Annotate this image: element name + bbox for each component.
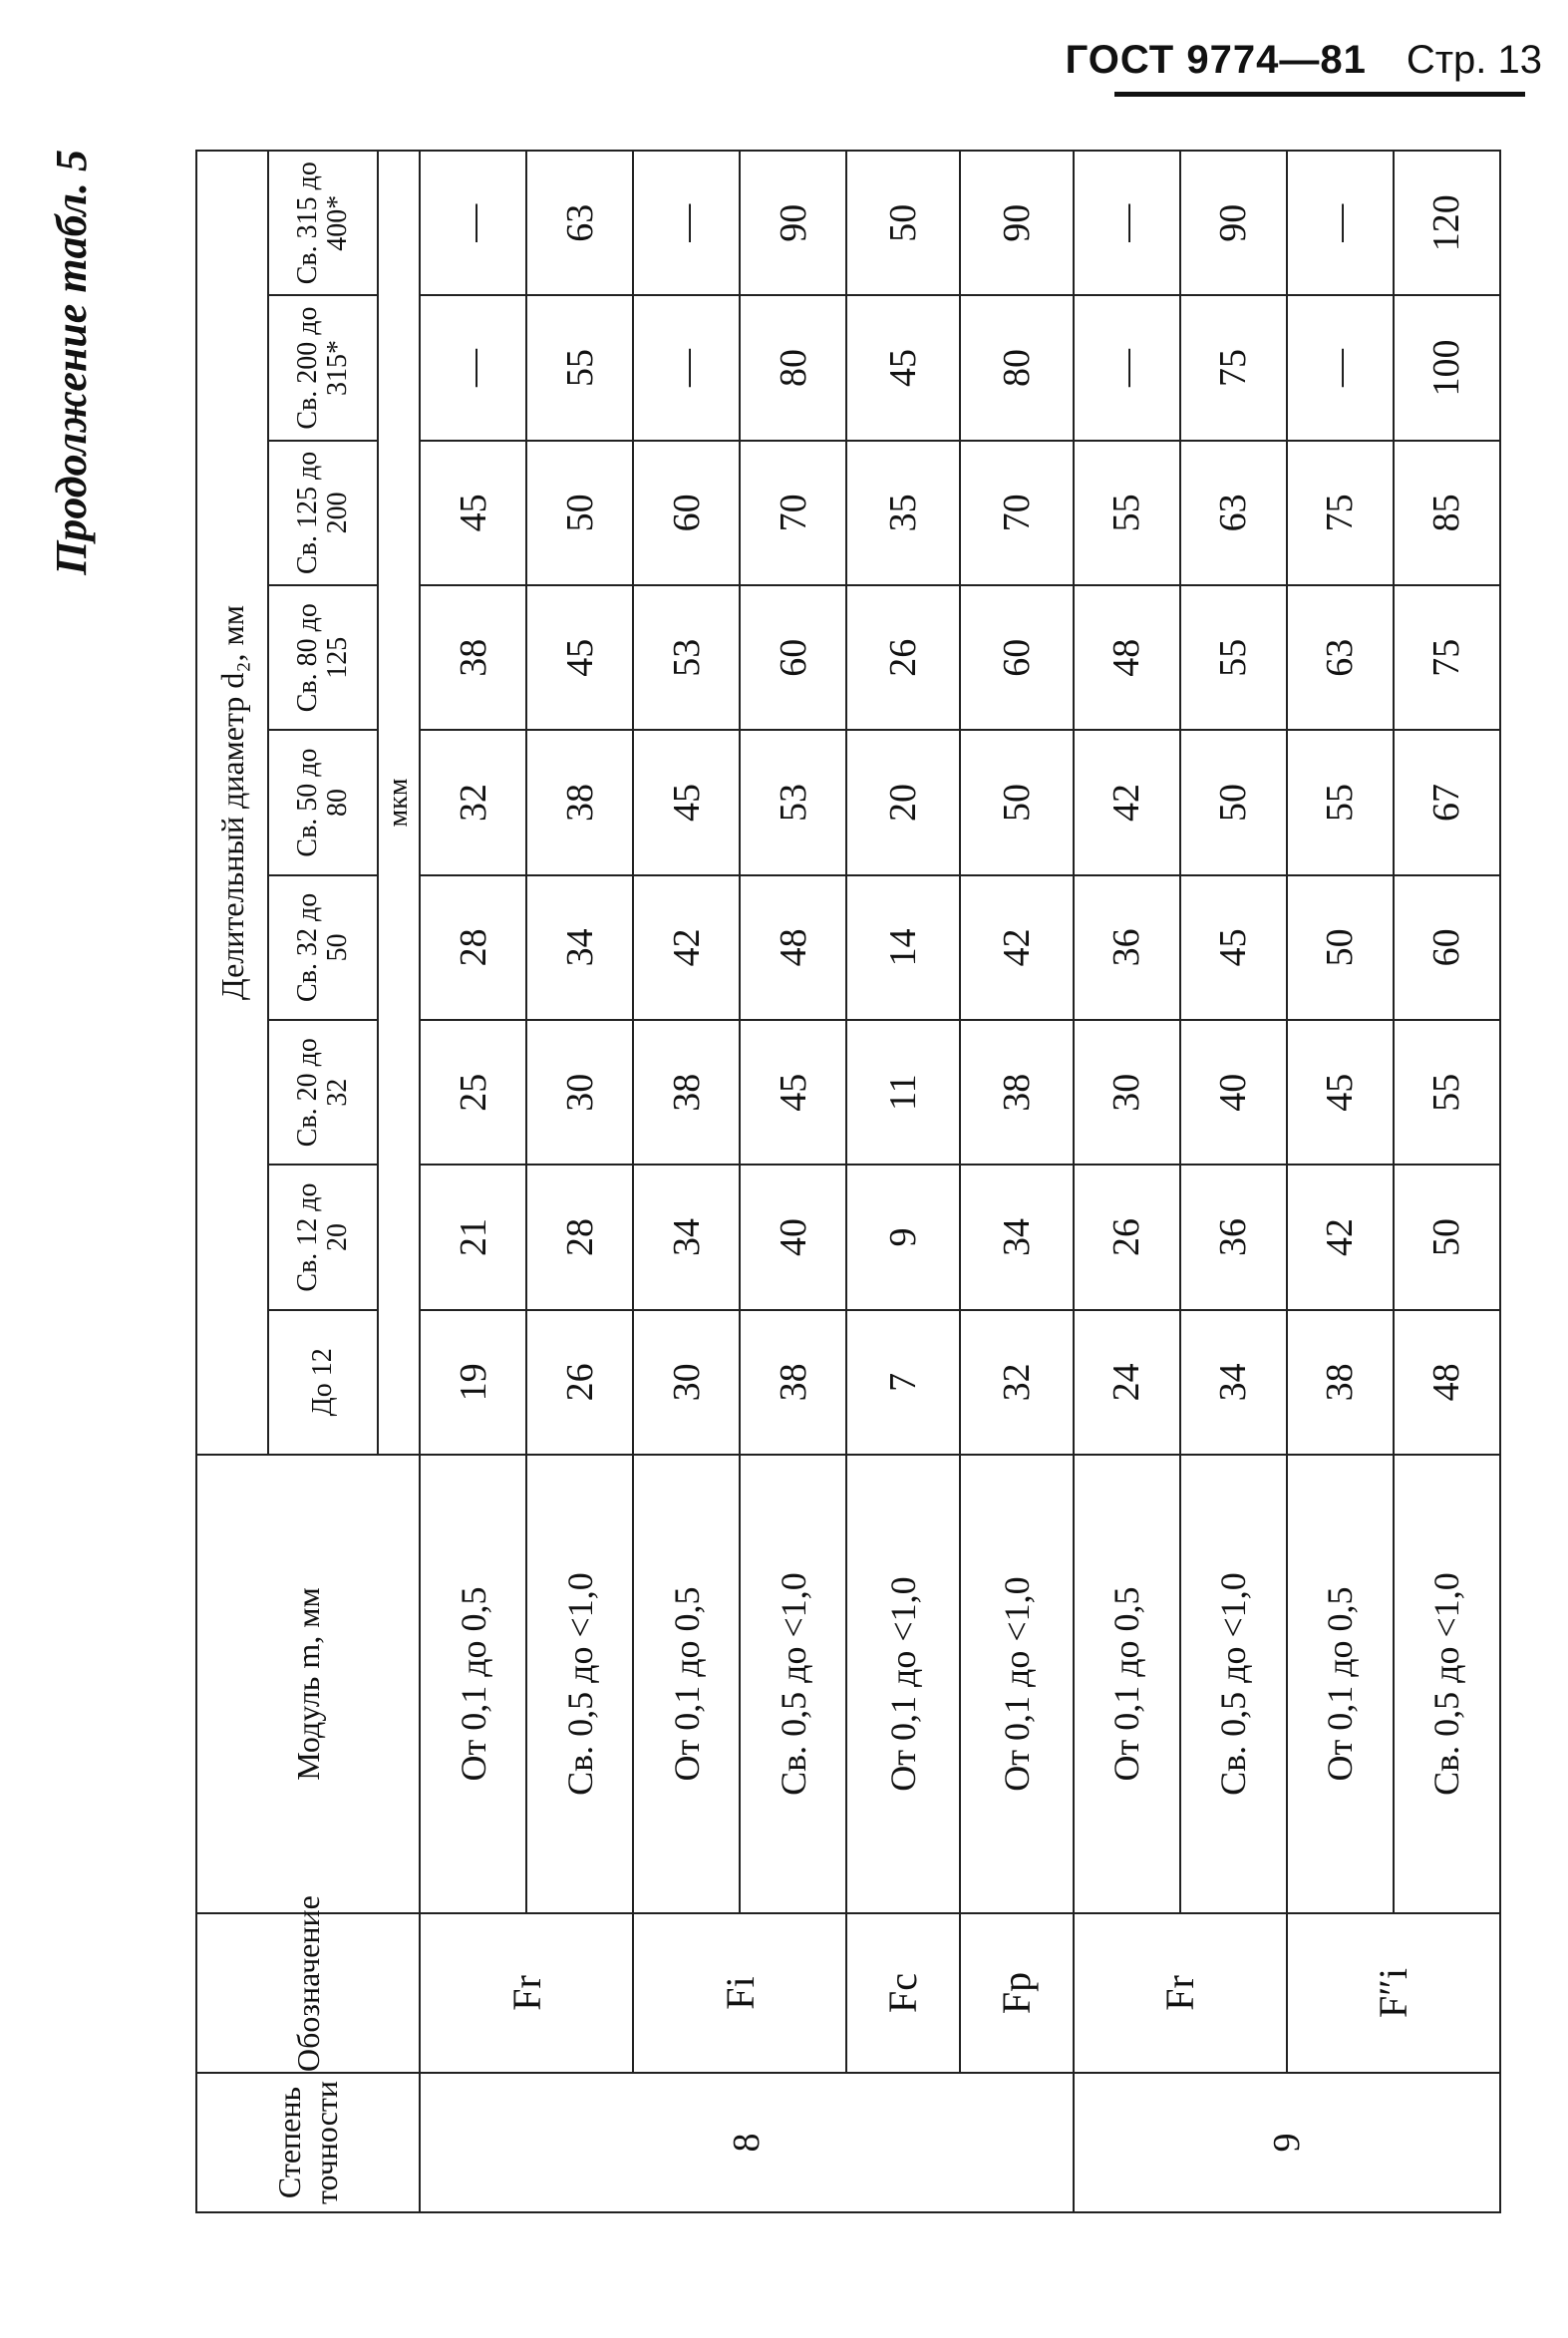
value-cell: 30 xyxy=(1074,1020,1180,1165)
value-cell: 21 xyxy=(420,1165,526,1309)
header-degree: Степень точности xyxy=(196,2073,420,2212)
value-cell: 70 xyxy=(960,441,1074,585)
symbol-cell: Fi xyxy=(633,1913,846,2073)
value-cell: 36 xyxy=(1074,875,1180,1020)
value-cell: 36 xyxy=(1180,1165,1287,1309)
value-cell: 45 xyxy=(526,585,633,730)
value-cell: 50 xyxy=(1287,875,1394,1020)
value-cell: 48 xyxy=(1394,1310,1500,1455)
value-cell: 45 xyxy=(1180,875,1287,1020)
symbol-cell: Fc xyxy=(846,1913,960,2073)
value-cell: 85 xyxy=(1394,441,1500,585)
table-row xyxy=(1287,151,1394,2212)
value-cell: 9 xyxy=(846,1165,960,1309)
value-cell: 63 xyxy=(1287,585,1394,730)
value-cell: 60 xyxy=(960,585,1074,730)
module-cell: Св. 0,5 до <1,0 xyxy=(1180,1455,1287,1913)
value-cell: 34 xyxy=(633,1165,740,1309)
value-cell: 42 xyxy=(960,875,1074,1020)
value-cell: 45 xyxy=(740,1020,846,1165)
header-range: Св. 125 до 200 xyxy=(268,441,378,585)
value-cell: 63 xyxy=(1180,441,1287,585)
value-cell: 42 xyxy=(633,875,740,1020)
value-cell: 11 xyxy=(846,1020,960,1165)
table-row xyxy=(420,151,526,2212)
value-cell: 75 xyxy=(1287,441,1394,585)
degree-cell: 8 xyxy=(420,2073,1074,2212)
value-cell: — xyxy=(420,151,526,295)
value-cell: 60 xyxy=(740,585,846,730)
table-row xyxy=(1074,151,1180,2212)
value-cell: 28 xyxy=(526,1165,633,1309)
value-cell: 28 xyxy=(420,875,526,1020)
header-range: Св. 12 до 20 xyxy=(268,1165,378,1309)
header-range: Св. 200 до 315* xyxy=(268,295,378,440)
symbol-cell: Fr xyxy=(1074,1913,1287,2073)
value-cell: 30 xyxy=(526,1020,633,1165)
module-cell: От 0,1 до 0,5 xyxy=(633,1455,740,1913)
header-range: Св. 50 до 80 xyxy=(268,730,378,874)
value-cell: 100 xyxy=(1394,295,1500,440)
standard-number: ГОСТ 9774—81 xyxy=(1065,38,1367,82)
value-cell: 40 xyxy=(1180,1020,1287,1165)
value-cell: 70 xyxy=(740,441,846,585)
value-cell: 50 xyxy=(960,730,1074,874)
value-cell: 80 xyxy=(960,295,1074,440)
value-cell: 26 xyxy=(846,585,960,730)
value-cell: 14 xyxy=(846,875,960,1020)
value-cell: 42 xyxy=(1074,730,1180,874)
value-cell: 55 xyxy=(1180,585,1287,730)
value-cell: 75 xyxy=(1180,295,1287,440)
page-number: Стр. 13 xyxy=(1406,38,1542,82)
value-cell: 24 xyxy=(1074,1310,1180,1455)
value-cell: 45 xyxy=(846,295,960,440)
value-cell: 55 xyxy=(526,295,633,440)
header-rule xyxy=(1114,92,1525,97)
value-cell: 45 xyxy=(633,730,740,874)
value-cell: 120 xyxy=(1394,151,1500,295)
value-cell: — xyxy=(420,295,526,440)
value-cell: 38 xyxy=(960,1020,1074,1165)
symbol-cell: F″i xyxy=(1287,1913,1500,2073)
table-row xyxy=(846,151,960,2212)
table-row xyxy=(960,151,1074,2212)
table-row xyxy=(526,151,633,2212)
module-cell: Св. 0,5 до <1,0 xyxy=(526,1455,633,1913)
page-header xyxy=(1066,38,1542,83)
table-row xyxy=(1394,151,1500,2212)
module-cell: От 0,1 до <1,0 xyxy=(846,1455,960,1913)
value-cell: 55 xyxy=(1074,441,1180,585)
value-cell: 26 xyxy=(1074,1165,1180,1309)
degree-cell: 9 xyxy=(1074,2073,1500,2212)
value-cell: 55 xyxy=(1287,730,1394,874)
value-cell: 53 xyxy=(740,730,846,874)
tolerance-table xyxy=(195,150,1501,2213)
header-range: Св. 20 до 32 xyxy=(268,1020,378,1165)
value-cell: 75 xyxy=(1394,585,1500,730)
value-cell: 45 xyxy=(1287,1020,1394,1165)
value-cell: 7 xyxy=(846,1310,960,1455)
value-cell: — xyxy=(1074,151,1180,295)
value-cell: 34 xyxy=(526,875,633,1020)
header-module: Модуль m, мм xyxy=(196,1455,420,1913)
value-cell: 60 xyxy=(633,441,740,585)
value-cell: 50 xyxy=(1394,1165,1500,1309)
value-cell: 20 xyxy=(846,730,960,874)
value-cell: 32 xyxy=(960,1310,1074,1455)
table-row xyxy=(740,151,846,2212)
value-cell: 67 xyxy=(1394,730,1500,874)
value-cell: 19 xyxy=(420,1310,526,1455)
value-cell: 25 xyxy=(420,1020,526,1165)
value-cell: — xyxy=(633,295,740,440)
value-cell: 48 xyxy=(740,875,846,1020)
value-cell: 40 xyxy=(740,1165,846,1309)
header-symbol: Обозначение xyxy=(196,1913,420,2073)
table-row xyxy=(633,151,740,2212)
header-range: Св. 315 до 400* xyxy=(268,151,378,295)
value-cell: 90 xyxy=(1180,151,1287,295)
value-cell: 45 xyxy=(420,441,526,585)
header-range: Св. 80 до 125 xyxy=(268,585,378,730)
value-cell: — xyxy=(1287,295,1394,440)
rotated-table-area xyxy=(47,150,1501,2213)
value-cell: 38 xyxy=(526,730,633,874)
table-row xyxy=(1180,151,1287,2212)
value-cell: 32 xyxy=(420,730,526,874)
value-cell: 55 xyxy=(1394,1020,1500,1165)
module-cell: От 0,1 до 0,5 xyxy=(1287,1455,1394,1913)
value-cell: 63 xyxy=(526,151,633,295)
module-cell: Св. 0,5 до <1,0 xyxy=(1394,1455,1500,1913)
value-cell: 60 xyxy=(1394,875,1500,1020)
value-cell: 42 xyxy=(1287,1165,1394,1309)
value-cell: 50 xyxy=(1180,730,1287,874)
header-diameter: Делительный диаметр d₂, мм xyxy=(196,151,268,1455)
value-cell: 48 xyxy=(1074,585,1180,730)
value-cell: 53 xyxy=(633,585,740,730)
symbol-cell: Fp xyxy=(960,1913,1074,2073)
value-cell: 34 xyxy=(1180,1310,1287,1455)
value-cell: 30 xyxy=(633,1310,740,1455)
unit-label: мкм xyxy=(378,151,420,1455)
module-cell: От 0,1 до 0,5 xyxy=(420,1455,526,1913)
module-cell: Св. 0,5 до <1,0 xyxy=(740,1455,846,1913)
value-cell: 50 xyxy=(526,441,633,585)
value-cell: — xyxy=(1287,151,1394,295)
module-cell: От 0,1 до <1,0 xyxy=(960,1455,1074,1913)
symbol-cell: Fr xyxy=(420,1913,633,2073)
value-cell: 38 xyxy=(420,585,526,730)
header-range: До 12 xyxy=(268,1310,378,1455)
value-cell: — xyxy=(1074,295,1180,440)
value-cell: 38 xyxy=(740,1310,846,1455)
value-cell: 80 xyxy=(740,295,846,440)
value-cell: 26 xyxy=(526,1310,633,1455)
header-range: Св. 32 до 50 xyxy=(268,875,378,1020)
value-cell: 90 xyxy=(740,151,846,295)
value-cell: 34 xyxy=(960,1165,1074,1309)
value-cell: 90 xyxy=(960,151,1074,295)
value-cell: 38 xyxy=(633,1020,740,1165)
value-cell: 50 xyxy=(846,151,960,295)
value-cell: 35 xyxy=(846,441,960,585)
value-cell: — xyxy=(633,151,740,295)
table-caption: Продолжение табл. 5 xyxy=(47,150,96,575)
module-cell: От 0,1 до 0,5 xyxy=(1074,1455,1180,1913)
value-cell: 38 xyxy=(1287,1310,1394,1455)
